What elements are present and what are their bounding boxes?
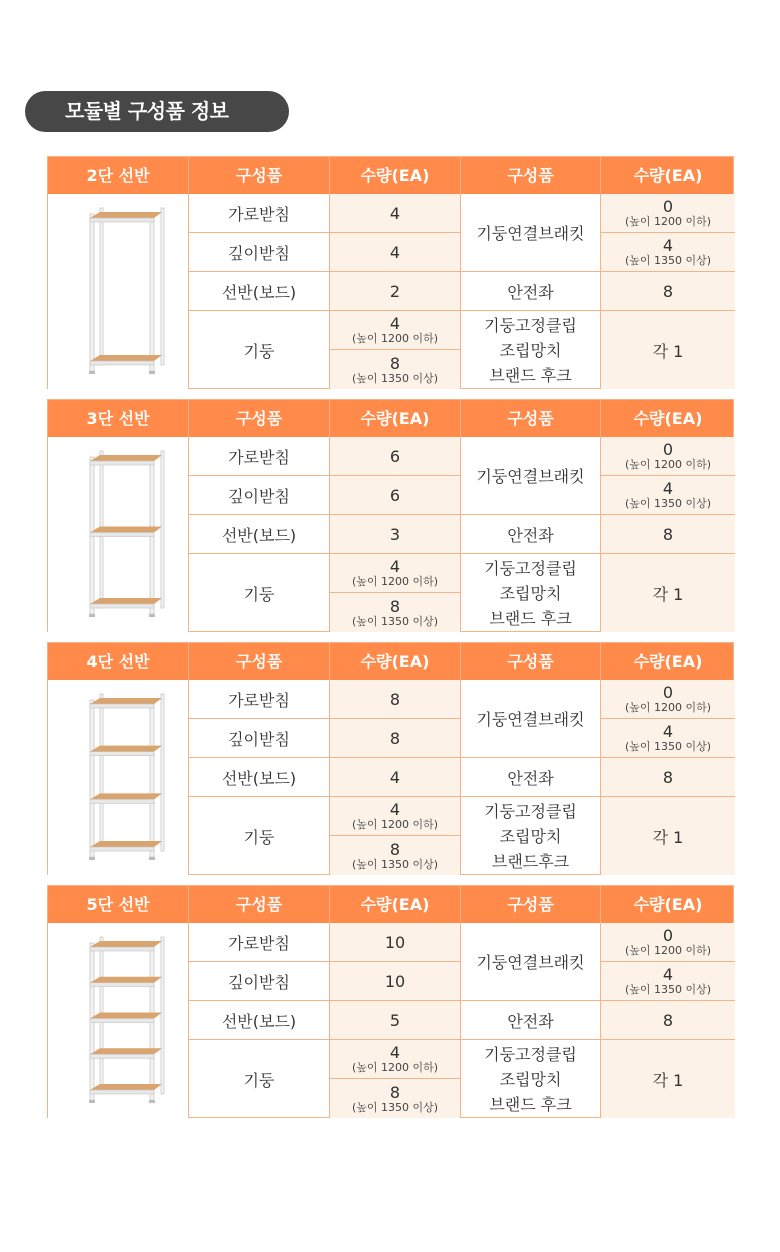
column-header: 수량(EA) — [330, 886, 461, 923]
component-qty — [601, 233, 735, 272]
column-header: 구성품 — [461, 157, 601, 194]
component-label: 안전좌 — [461, 515, 601, 554]
qty-value: 0 — [662, 197, 674, 216]
component-qty: 10 — [330, 962, 461, 1001]
shelf-beam — [90, 533, 154, 537]
table-header — [48, 886, 733, 923]
shelf-beam — [90, 1090, 154, 1094]
shelf-beam — [90, 361, 154, 365]
component-qty — [601, 437, 735, 476]
qty-note: (높이 1350 이상) — [624, 497, 712, 510]
component-label: 가로받침 — [189, 194, 330, 233]
table-header — [48, 643, 733, 680]
shelf-post — [90, 700, 94, 857]
shelf-foot — [89, 371, 95, 374]
shelf-board — [90, 977, 162, 983]
component-label: 선반(보드) — [189, 272, 330, 311]
shelf-board — [90, 698, 162, 704]
component-label: 안전좌 — [461, 758, 601, 797]
component-label: 깊이받침 — [189, 233, 330, 272]
component-qty: 3 — [330, 515, 461, 554]
shelf-post — [150, 214, 154, 371]
shelf-image — [48, 437, 189, 632]
component-label: 가로받침 — [189, 437, 330, 476]
qty-value: 0 — [662, 440, 674, 459]
shelf-board — [90, 746, 162, 752]
component-qty: 4 — [330, 194, 461, 233]
shelf-foot — [89, 614, 95, 617]
component-label — [461, 311, 601, 389]
column-header: 수량(EA) — [330, 157, 461, 194]
qty-value: 4 — [662, 236, 674, 255]
shelf-foot — [149, 614, 155, 617]
shelf-post — [100, 694, 103, 851]
shelf-post — [161, 937, 164, 1094]
component-qty: 5 — [330, 1001, 461, 1040]
component-label: 선반(보드) — [189, 515, 330, 554]
component-label: 깊이받침 — [189, 476, 330, 515]
shelf-beam — [90, 461, 154, 465]
shelf-type-label: 5단 선반 — [48, 886, 189, 923]
qty-note: (높이 1350 이상) — [624, 983, 712, 996]
component-qty: 8 — [601, 758, 735, 797]
component-table — [47, 399, 734, 632]
shelf-post — [161, 694, 164, 851]
shelf-foot — [149, 371, 155, 374]
column-header: 수량(EA) — [633, 895, 703, 914]
component-label: 선반(보드) — [189, 1001, 330, 1040]
component-label: 깊이받침 — [189, 962, 330, 1001]
component-label: 기둥연결브래킷 — [461, 923, 601, 1001]
qty-note: (높이 1200 이하) — [624, 944, 712, 957]
qty-value: 4 — [662, 965, 674, 984]
component-qty: 각 1 — [601, 554, 735, 632]
component-table — [47, 156, 734, 389]
column-header: 수량(EA) — [633, 166, 703, 185]
qty-note: (높이 1200 이하) — [351, 818, 439, 831]
qty-value: 8 — [389, 1082, 401, 1102]
column-header: 수량(EA) — [633, 652, 703, 671]
shelf-board — [90, 1013, 162, 1019]
qty-value: 4 — [389, 1043, 401, 1062]
qty-value: 4 — [389, 557, 401, 576]
component-label: 기둥 — [189, 797, 330, 875]
shelf-beam — [90, 218, 154, 222]
component-qty — [601, 923, 735, 962]
component-label — [461, 554, 601, 632]
component-label: 기둥 — [189, 1040, 330, 1118]
qty-value: 4 — [662, 722, 674, 741]
shelf-beam — [90, 799, 154, 803]
shelf-beam — [90, 983, 154, 987]
component-label — [461, 797, 601, 875]
component-label: 기둥연결브래킷 — [461, 194, 601, 272]
component-qty — [601, 476, 735, 515]
shelf-foot — [149, 857, 155, 860]
component-qty — [330, 1079, 461, 1118]
shelf-board — [90, 598, 162, 604]
column-header: 수량(EA) — [330, 643, 461, 680]
shelf-type-label: 3단 선반 — [48, 400, 189, 437]
shelf-board — [90, 527, 162, 533]
component-qty: 각 1 — [601, 1040, 735, 1118]
component-label-line: 조립망치 — [499, 1069, 562, 1089]
component-qty: 8 — [601, 1001, 735, 1040]
component-label: 기둥연결브래킷 — [461, 437, 601, 515]
shelf-illustration — [89, 451, 164, 617]
shelf-board — [90, 455, 162, 461]
qty-note: (높이 1200 이하) — [624, 458, 712, 471]
component-qty: 6 — [330, 437, 461, 476]
component-qty — [330, 797, 461, 836]
shelf-beam — [90, 1019, 154, 1023]
component-label: 가로받침 — [189, 923, 330, 962]
shelf-post — [150, 700, 154, 857]
component-qty — [330, 350, 461, 389]
component-label — [461, 1040, 601, 1118]
shelf-type-label: 4단 선반 — [48, 643, 189, 680]
qty-note: (높이 1350 이상) — [624, 254, 712, 267]
shelf-beam — [90, 704, 154, 708]
shelf-icon — [48, 437, 188, 632]
component-qty — [330, 554, 461, 593]
shelf-board — [90, 355, 162, 361]
qty-note: (높이 1350 이상) — [351, 857, 439, 871]
shelf-board — [90, 212, 162, 218]
shelf-image — [48, 680, 189, 875]
component-label-line: 브랜드 후크 — [489, 1094, 572, 1114]
component-label: 기둥 — [189, 554, 330, 632]
component-qty — [330, 836, 461, 875]
qty-note: (높이 1350 이상) — [351, 614, 439, 628]
shelf-icon — [48, 194, 188, 389]
qty-note: (높이 1200 이하) — [351, 1061, 439, 1074]
component-qty: 6 — [330, 476, 461, 515]
shelf-foot — [89, 1100, 95, 1103]
component-qty — [601, 719, 735, 758]
table-header — [48, 400, 733, 437]
qty-note: (높이 1350 이상) — [351, 1100, 439, 1114]
component-label: 기둥연결브래킷 — [461, 680, 601, 758]
component-label-line: 브랜드후크 — [491, 851, 570, 871]
column-header: 구성품 — [461, 400, 601, 437]
column-header: 구성품 — [461, 886, 601, 923]
qty-value: 8 — [389, 839, 401, 859]
component-qty: 4 — [330, 233, 461, 272]
shelf-post — [90, 214, 94, 371]
column-header: 구성품 — [189, 400, 330, 437]
column-header: 구성품 — [461, 643, 601, 680]
component-label-line: 조립망치 — [499, 340, 562, 360]
section-title: 모듈별 구성품 정보 — [25, 91, 289, 132]
component-label-line: 브랜드 후크 — [489, 365, 572, 385]
table-header — [48, 157, 733, 194]
component-qty: 4 — [330, 758, 461, 797]
shelf-type-label: 2단 선반 — [48, 157, 189, 194]
qty-note: (높이 1200 이하) — [624, 215, 712, 228]
shelf-icon — [48, 680, 188, 875]
component-label: 가로받침 — [189, 680, 330, 719]
shelf-post — [100, 208, 103, 365]
component-label: 기둥 — [189, 311, 330, 389]
component-label: 깊이받침 — [189, 719, 330, 758]
qty-note: (높이 1350 이상) — [624, 740, 712, 753]
shelf-foot — [149, 1100, 155, 1103]
shelf-board — [90, 1084, 162, 1090]
qty-value: 4 — [389, 800, 401, 819]
component-qty: 2 — [330, 272, 461, 311]
qty-value: 8 — [389, 596, 401, 616]
component-qty — [601, 962, 735, 1001]
qty-value: 0 — [662, 926, 674, 945]
component-qty — [601, 194, 735, 233]
component-label-line: 기둥고정클립 — [484, 558, 577, 578]
component-qty: 8 — [330, 719, 461, 758]
shelf-board — [90, 1048, 162, 1054]
component-label-line: 조립망치 — [499, 826, 562, 846]
component-qty: 각 1 — [601, 311, 735, 389]
qty-value: 4 — [662, 479, 674, 498]
qty-value: 8 — [389, 353, 401, 373]
component-label: 선반(보드) — [189, 758, 330, 797]
shelf-illustration — [89, 694, 164, 860]
component-label: 안전좌 — [461, 1001, 601, 1040]
shelf-beam — [90, 752, 154, 756]
qty-note: (높이 1200 이하) — [351, 575, 439, 588]
component-qty — [330, 593, 461, 632]
qty-note: (높이 1200 이하) — [351, 332, 439, 345]
component-qty: 8 — [330, 680, 461, 719]
component-qty: 8 — [601, 272, 735, 311]
shelf-board — [90, 841, 162, 847]
column-header: 수량(EA) — [633, 409, 703, 428]
component-label-line: 기둥고정클립 — [484, 801, 577, 821]
component-table — [47, 885, 734, 1118]
shelf-image — [48, 194, 189, 389]
qty-note: (높이 1200 이하) — [624, 701, 712, 714]
shelf-beam — [90, 947, 154, 951]
component-qty — [330, 311, 461, 350]
component-qty: 10 — [330, 923, 461, 962]
qty-value: 4 — [389, 314, 401, 333]
shelf-foot — [89, 857, 95, 860]
column-header: 구성품 — [189, 886, 330, 923]
shelf-icon — [48, 923, 188, 1118]
shelf-board — [90, 793, 162, 799]
component-label-line: 브랜드 후크 — [489, 608, 572, 628]
column-header: 구성품 — [189, 643, 330, 680]
component-qty: 8 — [601, 515, 735, 554]
component-label-line: 조립망치 — [499, 583, 562, 603]
shelf-post — [161, 451, 164, 608]
qty-note: (높이 1350 이상) — [351, 371, 439, 385]
shelf-beam — [90, 1054, 154, 1058]
component-label-line: 기둥고정클립 — [484, 315, 577, 335]
column-header: 구성품 — [189, 157, 330, 194]
shelf-illustration — [89, 208, 164, 374]
qty-value: 0 — [662, 683, 674, 702]
shelf-illustration — [89, 937, 164, 1103]
column-header: 수량(EA) — [330, 400, 461, 437]
shelf-board — [90, 941, 162, 947]
shelf-beam — [90, 604, 154, 608]
shelf-image — [48, 923, 189, 1118]
component-label: 안전좌 — [461, 272, 601, 311]
component-qty — [601, 680, 735, 719]
shelf-beam — [90, 847, 154, 851]
component-qty: 각 1 — [601, 797, 735, 875]
component-table — [47, 642, 734, 875]
shelf-post — [161, 208, 164, 365]
component-qty — [330, 1040, 461, 1079]
component-label-line: 기둥고정클립 — [484, 1044, 577, 1064]
